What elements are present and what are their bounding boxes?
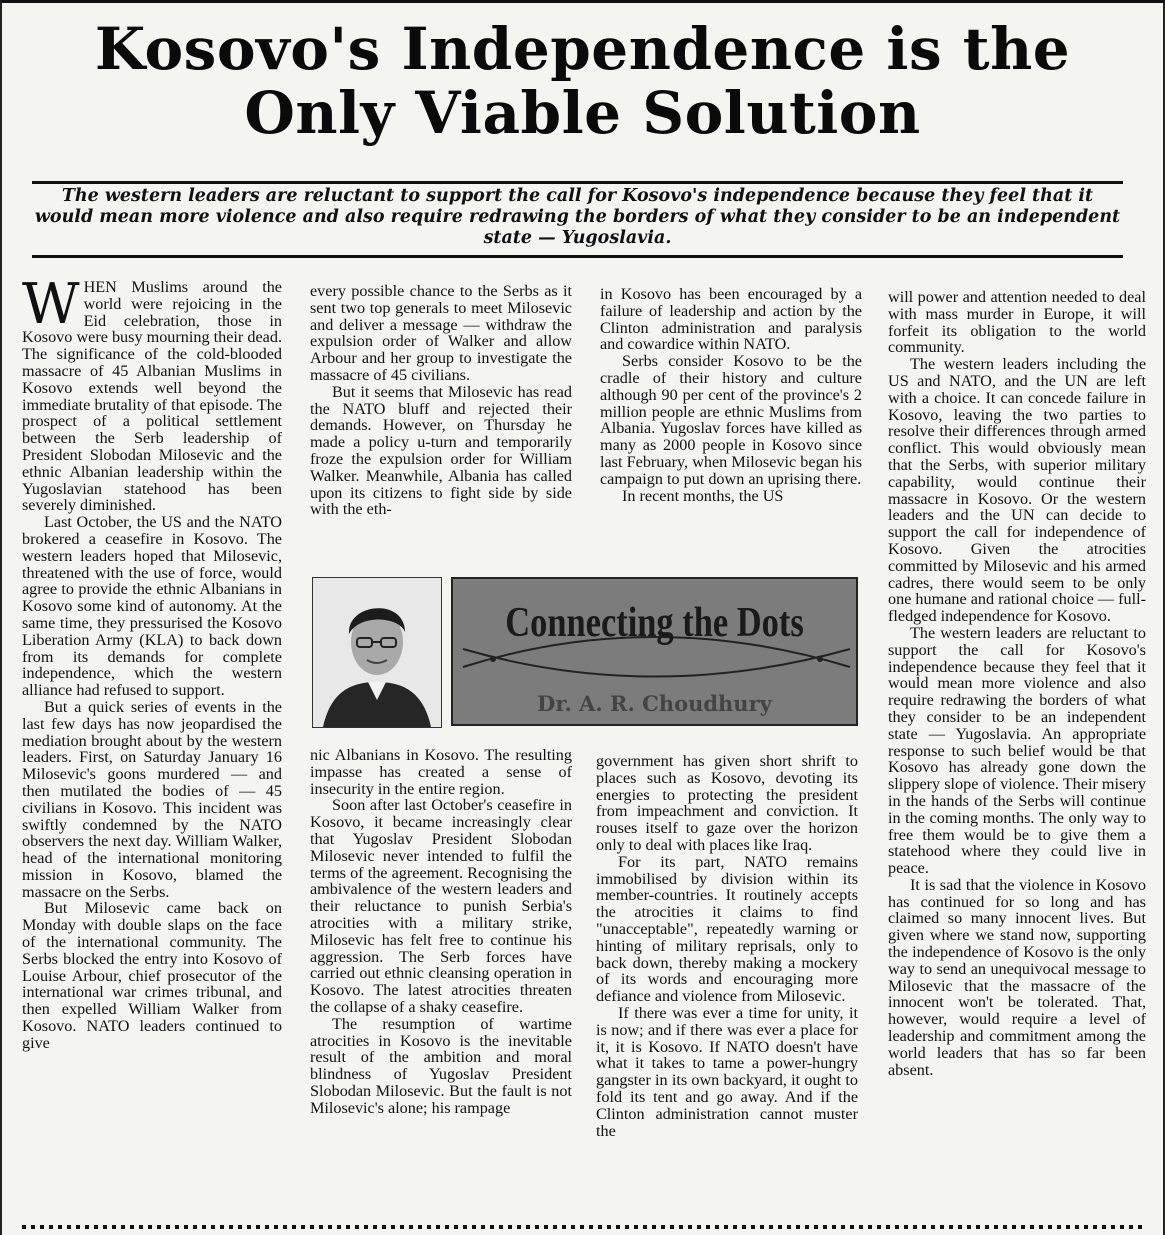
bottom-dotted-rule [22,1225,1143,1229]
article-paragraph: If there was ever a time for unity, it is now; and if there was ever a place for it, it is Kosovo. If NATO doesn't have what it takes to tame a power-hungry gangster in its own backyard, it ought to fold its tent and go away. And if the Clinton administration cannot muster the [596,1003,858,1140]
portrait-image [313,578,441,727]
deck-bottom-rule [32,255,1123,258]
article-paragraph: will power and attention needed to deal with mass murder in Europe, it will forfeit its obligation to the world community. [888,289,1146,357]
article-paragraph: It is sad that the violence in Kosovo has continued for so long and has claimed so many innocent lives. But given where we stand now, supporting the independence of Kosovo is the only way to send an unequivocal message to Milosevic that the massacre of the innocent won't be tolerated. That, however, would require a level of leadership and commitment among the world leaders that has so far been absent. [888,875,1146,1079]
headline-line-1: Kosovo's Independence is the [94,15,1071,83]
article-paragraph: But it seems that Milosevic has read the NATO bluff and rejected their demands. However, on Thursday he made a policy u-turn and temporarily froze the expulsion order for William Walker. Meanwhile, Albania has called upon its citizens to fight side by side with the eth- [310,382,572,519]
article-column-4 [888,289,1146,1219]
article-paragraph: WHEN Muslims around the world were rejoicing in the Eid celebration, those in Kosovo were busy mourning their dead. The significance of the cold-blooded massacre of 45 Albanian Muslims in Kosovo extends well beyond the immediate brutality of that episode. The prospect of a political settlement between the Serb leadership of President Slobodan Milosevic and the ethnic Albanian leadership within the Yugoslavian statehood has been severely diminished. [22,279,282,515]
article-paragraph: Soon after last October's ceasefire in Kosovo, it became increasingly clear that Yugoslav President Slobodan Milosevic never intended to fulfil the terms of the agreement. Recognising the ambivalence of the western leaders and their reluctance to punish Serbia's atrocities with a military strike, Milosevic has felt free to continue his aggression. The Serb forces have carried out ethnic cleansing operation in Kosovo. The latest atrocities threaten the collapse of a shaky ceasefire. [310,796,572,1016]
headline-line-2: Only Viable Solution [244,79,921,147]
article-column-3-top [600,286,862,568]
headline [2,17,1163,145]
column-banner [451,577,858,726]
article-paragraph: The resumption of wartime atrocities in Kosovo is the inevitable result of the ambition and moral blindness of Yugoslav President Slobodan Milosevic. But the fault is not Milosevic's alone; his rampage [310,1014,572,1117]
article-paragraph: in Kosovo has been encouraged by a failure of leadership and action by the Clinton administration and paralysis and cowardice within NATO. [600,286,862,354]
deck-subheadline: The western leaders are reluctant to support the call for Kosovo's independence because they feel that it would mean more violence and also require redrawing the borders of what they consider to be an independent state — Yugoslavia. [34,186,1121,248]
author-photo [312,577,442,728]
column-author: Dr. A. R. Choudhury [537,691,772,716]
article-column-1 [22,279,282,1217]
article-column-2-top [310,283,572,565]
article-paragraph: For its part, NATO remains immobilised by division within its member-countries. It routinely accepts the atrocities it claims to find "unacceptable", repeatedly warning or hinting of military reprisals, only to back down, thereby making a mockery of its words and encouraging more defiance and violence from Milosevic. [596,852,858,1006]
article-paragraph: nic Albanians in Kosovo. The resulting impasse has created a sense of insecurity in the entire region. [310,747,572,798]
article-column-2-bottom [310,747,572,1217]
deck-top-rule [32,181,1123,184]
article-paragraph: every possible chance to the Serbs as it sent two top generals to meet Milosevic and deliver a message — withdraw the expulsion order of Walker and allow Arbour and her group to investigate the massacre of 45 civilians. [310,283,572,384]
article-paragraph: The western leaders including the US and NATO, and the UN are left with a choice. It can concede failure in Kosovo, leaving the two parties to resolve their differences through armed conflict. This would obviously mean that the Serbs, with superior military capability, would continue their massacre in Kosovo. Or the western leaders and the UN can decide to support the call for independence of Kosovo. Given the atrocities committed by Milosevic and his armed cadres, there would seem to be only one humane and rational choice — full-fledged independence for Kosovo. [888,355,1146,626]
article-column-3-bottom [596,753,858,1217]
article-paragraph: Serbs consider Kosovo to be the cradle of their history and culture although 90 per cent of the province's 2 million people are ethnic Muslims from Albania. Yugoslav forces have killed as many as 2000 people in Kosovo since last February, when Milosevic began his campaign to put down an uprising there. [600,352,862,488]
article-paragraph: But a quick series of events in the last few days has now jeopardised the mediation brought about by the western leaders. First, on Saturday January 16 Milosevic's goons murdered — and then mutilated the bodies of — 45 civilians in Kosovo. This incident was swiftly condemned by the NATO observers the next day. William Walker, head of the international monitoring mission in Kosovo, blamed the massacre on the Serbs. [22,697,282,901]
article-paragraph: government has given short shrift to places such as Kosovo, devoting its energies to protecting the president from impeachment and conviction. It rouses itself to gaze over the horizon only to deal with places like Iraq. [596,753,858,854]
article-paragraph: The western leaders are reluctant to support the call for Kosovo's independence because they feel that it would mean more violence and also require redrawing the borders of what they consider to be an independent state — Yugoslavia. An appropriate response to such belief would be that Kosovo has already gone down the slippery slope of violence. Their misery in the hands of the Serbs will continue in the coming months. The only way to free them would be to give them a statehood where they could live in peace. [888,623,1146,878]
article-paragraph: In recent months, the US [622,486,784,505]
article-paragraph: But Milosevic came back on Monday with double slaps on the face of the international community. The Serbs blocked the entry into Kosovo of Louise Arbour, chief prosecutor of the international war crimes tribunal, and then expelled William Walker from Kosovo. NATO leaders continued to give [22,899,282,1052]
column-title: Connecting the Dots [505,600,804,646]
article-paragraph: Last October, the US and the NATO brokered a ceasefire in Kosovo. The western leaders hoped that Milosevic, threatened with the use of force, would agree to provide the ethnic Albanians in Kosovo some kind of autonomy. At the same time, they pressurised the Kosovo Liberation Army (KLA) to back down from its demands for complete independence, which the western alliance had refused to support. [22,513,282,700]
drop-cap: W [22,279,80,337]
